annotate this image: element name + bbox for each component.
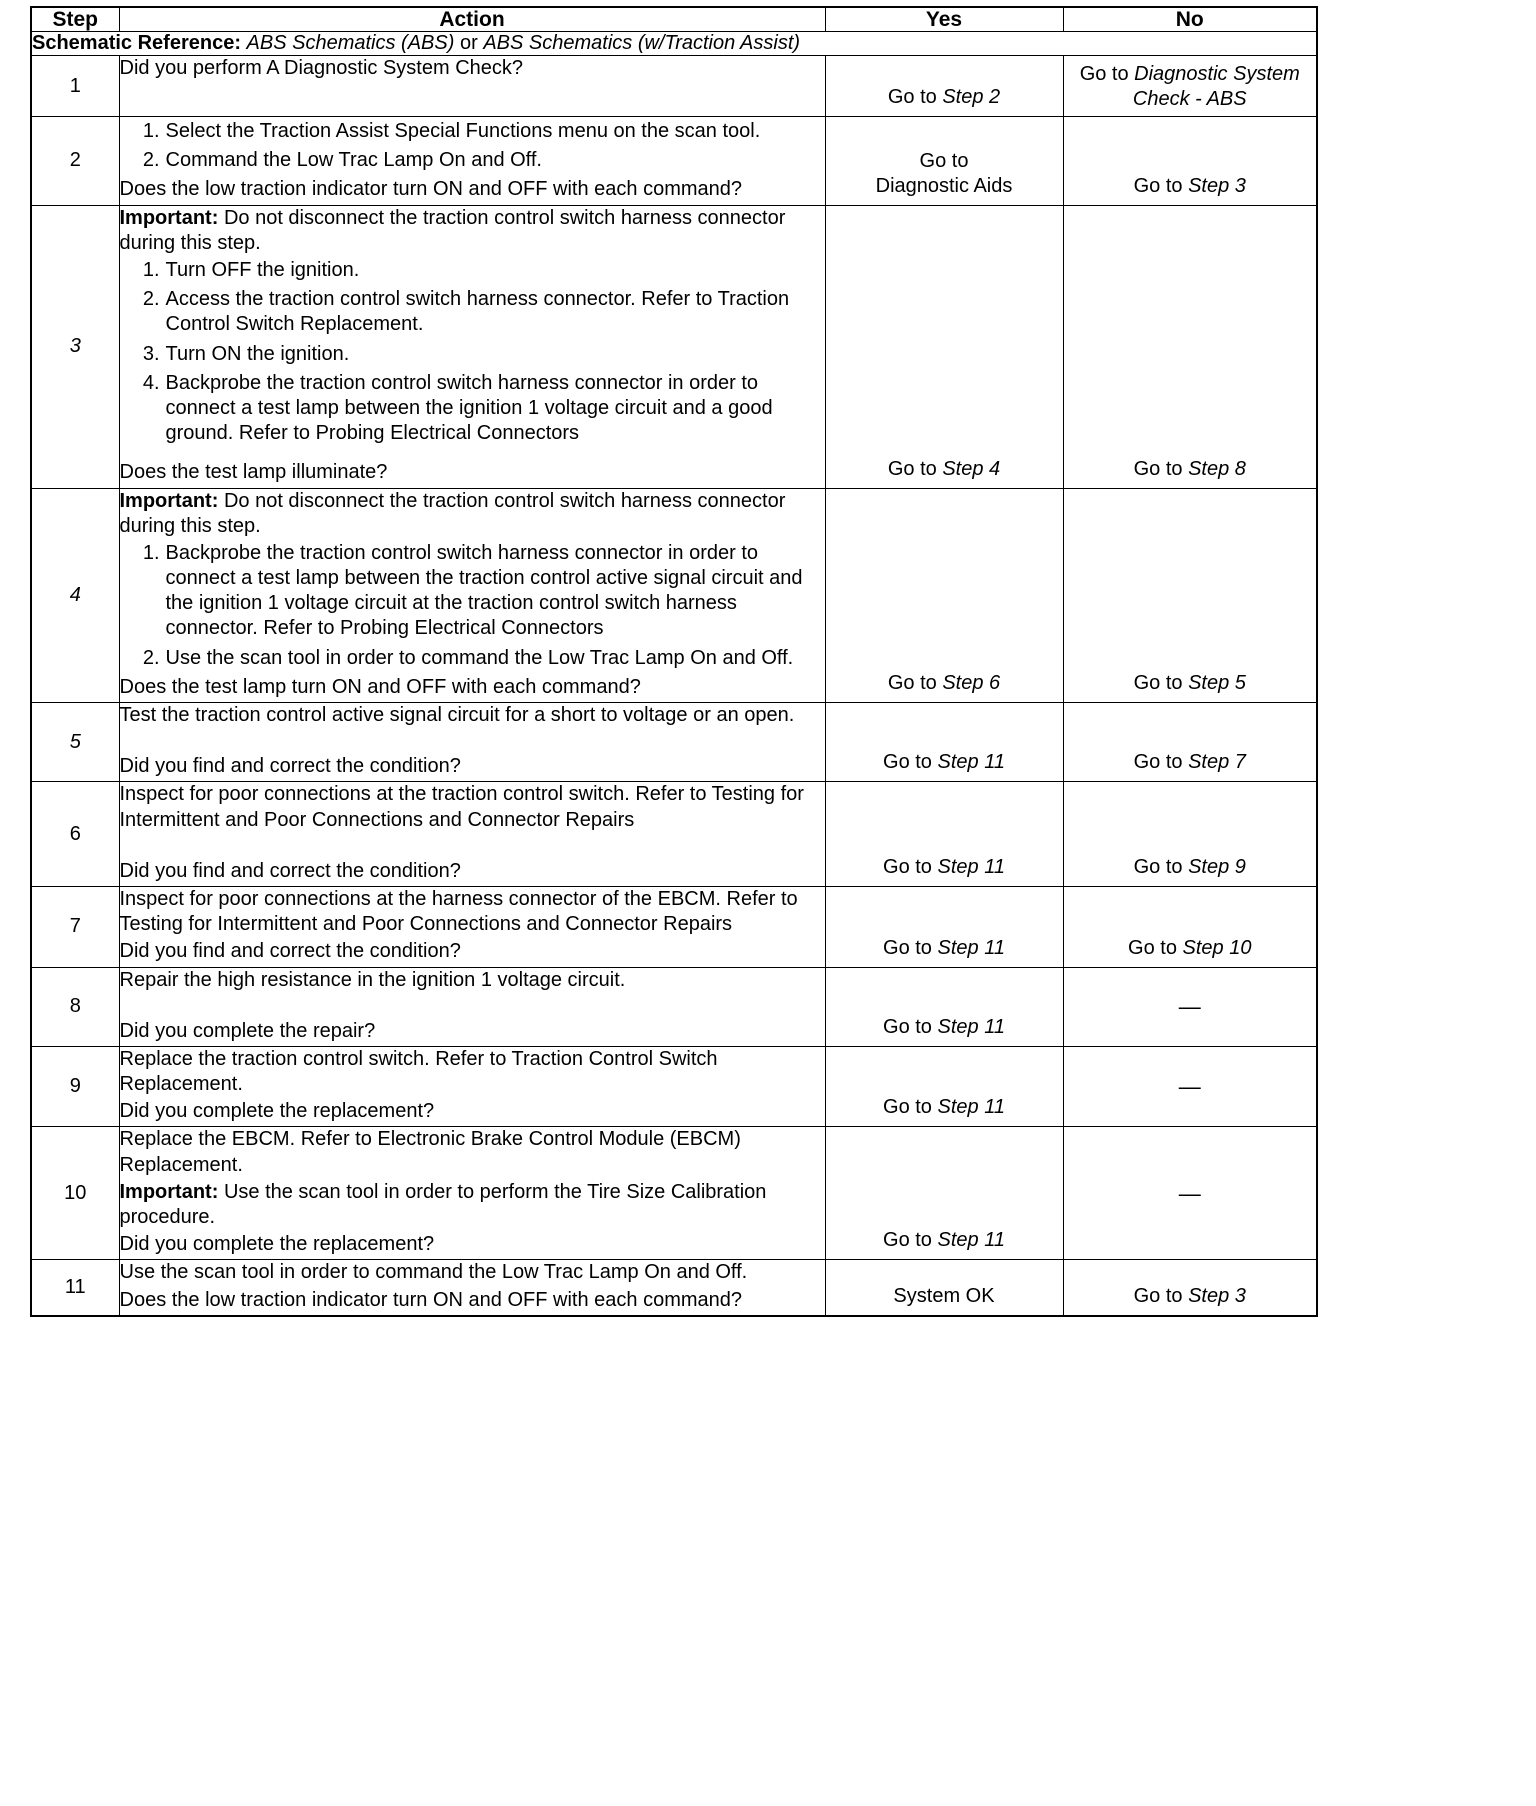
table-body xyxy=(31,32,1317,1316)
list-item: Access the traction control switch harness connector. Refer to Traction Control Switch Replacement. xyxy=(165,288,790,336)
yes-answer-italic: Step 6 xyxy=(942,672,1001,695)
column-header-step: Step xyxy=(31,7,119,32)
action-body: Replace the traction control switch. Refer to Traction Control Switch Replacement. xyxy=(119,1047,718,1096)
table-row xyxy=(31,886,1317,967)
no-cell xyxy=(1063,967,1317,1046)
table-row xyxy=(31,205,1317,488)
yes-cell xyxy=(825,703,1063,782)
action-cell xyxy=(119,56,825,117)
action-cell xyxy=(119,703,825,782)
important-note xyxy=(120,1180,825,1230)
yes-answer-plain: Go to xyxy=(887,457,943,480)
no-answer xyxy=(1064,174,1317,199)
no-cell xyxy=(1063,488,1317,703)
yes-answer-italic: Step 11 xyxy=(937,1096,1005,1119)
yes-cell xyxy=(825,886,1063,967)
yes-answer-plain: Go to xyxy=(887,672,943,695)
step-number-value: 9 xyxy=(69,1075,81,1098)
table-header xyxy=(31,7,1317,32)
action-cell xyxy=(119,1046,825,1127)
yes-cell xyxy=(825,117,1063,206)
yes-answer-plain: Go to xyxy=(883,855,938,878)
action-cell xyxy=(119,1127,825,1260)
yes-answer: System OK xyxy=(893,1284,995,1307)
table-row xyxy=(31,117,1317,206)
no-answer-italic: Step 9 xyxy=(1188,855,1246,878)
no-cell xyxy=(1063,703,1317,782)
step-number xyxy=(31,117,119,206)
table-row xyxy=(31,1046,1317,1127)
column-header-action: Action xyxy=(119,7,825,32)
yes-answer-plain: Go to xyxy=(883,936,938,959)
action-step-list xyxy=(120,541,825,671)
table-row xyxy=(31,703,1317,782)
action-cell xyxy=(119,205,825,488)
yes-answer-italic: Step 11 xyxy=(937,936,1005,959)
no-cell xyxy=(1063,205,1317,488)
action-question: Did you complete the repair? xyxy=(119,1019,376,1042)
yes-cell xyxy=(825,488,1063,703)
step-number-value: 7 xyxy=(69,915,81,938)
action-cell xyxy=(119,782,825,887)
column-header-yes: Yes xyxy=(825,7,1063,32)
step-number-value: 1 xyxy=(69,74,81,97)
no-cell xyxy=(1063,1046,1317,1127)
no-answer xyxy=(1064,62,1317,112)
no-cell xyxy=(1063,117,1317,206)
table-row xyxy=(31,488,1317,703)
yes-answer xyxy=(826,1095,1063,1120)
schematic-reference-row xyxy=(31,32,1317,56)
step-number xyxy=(31,703,119,782)
table-header-row xyxy=(31,7,1317,32)
important-text: Do not disconnect the traction control switch harness connector during this step. xyxy=(119,206,786,254)
no-answer xyxy=(1064,936,1317,961)
yes-cell xyxy=(825,205,1063,488)
table-row xyxy=(31,1127,1317,1260)
yes-cell xyxy=(825,1046,1063,1127)
action-cell xyxy=(119,886,825,967)
yes-answer xyxy=(826,457,1063,482)
action-question: Does the test lamp illuminate? xyxy=(119,461,388,484)
step-number-value: 3 xyxy=(69,335,81,358)
no-answer-italic: Step 8 xyxy=(1188,457,1246,480)
yes-answer xyxy=(826,855,1063,880)
schematic-reference-conjunction: or xyxy=(459,32,478,55)
no-answer xyxy=(1064,457,1317,482)
list-item: Command the Low Trac Lamp On and Off. xyxy=(165,149,542,172)
list-item: Backprobe the traction control switch harness connector in order to connect a test lamp between the traction control active signal circuit and the ignition 1 voltage circuit at the traction control switch harness connector. Refer to Probing Electrical Connectors xyxy=(165,541,803,640)
step-number xyxy=(31,967,119,1046)
schematic-reference-label: Schematic Reference: xyxy=(32,32,241,55)
step-number xyxy=(31,1260,119,1316)
yes-answer-italic: Step 11 xyxy=(937,1015,1005,1038)
yes-answer xyxy=(826,750,1063,775)
list-item: Use the scan tool in order to command the Low Trac Lamp On and Off. xyxy=(165,646,794,669)
step-number xyxy=(31,56,119,117)
action-question: Did you perform A Diagnostic System Check? xyxy=(119,57,524,80)
yes-answer-italic: Step 2 xyxy=(942,86,1001,109)
no-answer-plain: Go to xyxy=(1133,457,1189,480)
yes-answer-plain: Go to xyxy=(883,1015,938,1038)
list-item: Backprobe the traction control switch harness connector in order to connect a test lamp between the ignition 1 voltage circuit and a good ground. Refer to Probing Electrical Connectors xyxy=(165,371,773,445)
action-cell xyxy=(119,967,825,1046)
no-cell xyxy=(1063,782,1317,887)
no-cell xyxy=(1063,886,1317,967)
list-item: Turn OFF the ignition. xyxy=(165,259,360,282)
yes-cell xyxy=(825,967,1063,1046)
action-body: Inspect for poor connections at the traction control switch. Refer to Testing for Intermittent and Poor Connections and Connector Repairs xyxy=(119,783,804,831)
action-body: Replace the EBCM. Refer to Electronic Brake Control Module (EBCM) Replacement. xyxy=(119,1128,741,1176)
action-question: Did you find and correct the condition? xyxy=(119,859,461,882)
column-header-no: No xyxy=(1063,7,1317,32)
action-body: Inspect for poor connections at the harness connector of the EBCM. Refer to Testing for Intermittent and Poor Connections and Connector Repairs xyxy=(119,887,798,936)
yes-answer xyxy=(826,1228,1063,1253)
yes-answer-line1: Go to xyxy=(919,149,969,172)
yes-cell xyxy=(825,56,1063,117)
step-number xyxy=(31,886,119,967)
action-cell xyxy=(119,1260,825,1316)
step-number-value: 4 xyxy=(69,583,81,606)
action-cell xyxy=(119,117,825,206)
no-answer-italic: Step 3 xyxy=(1188,1284,1246,1307)
no-answer-plain: Go to xyxy=(1133,672,1189,695)
schematic-reference-cell xyxy=(31,32,1317,56)
no-answer-plain: Go to xyxy=(1133,174,1189,197)
step-number-value: 10 xyxy=(64,1181,87,1204)
no-answer xyxy=(1064,750,1317,775)
action-question: Does the test lamp turn ON and OFF with each command? xyxy=(119,675,641,698)
no-answer-italic: Step 3 xyxy=(1188,174,1246,197)
no-answer-italic: Step 5 xyxy=(1188,672,1246,695)
no-cell xyxy=(1063,56,1317,117)
no-cell xyxy=(1063,1127,1317,1260)
no-answer-plain: Go to xyxy=(1133,855,1189,878)
yes-cell xyxy=(825,1127,1063,1260)
important-label: Important: xyxy=(119,206,219,229)
table-row xyxy=(31,1260,1317,1316)
action-body: Test the traction control active signal circuit for a short to voltage or an open. xyxy=(119,704,795,727)
step-number-value: 5 xyxy=(69,730,81,753)
no-answer-italic: Diagnostic System Check - ABS xyxy=(1132,63,1300,111)
no-answer-dash: — xyxy=(1178,1180,1201,1206)
important-note xyxy=(120,489,825,539)
yes-answer xyxy=(826,1015,1063,1040)
action-cell xyxy=(119,488,825,703)
list-item: Turn ON the ignition. xyxy=(165,342,350,365)
action-step-list xyxy=(120,258,825,446)
table-row xyxy=(31,56,1317,117)
table-row xyxy=(31,782,1317,887)
yes-answer-italic: Step 11 xyxy=(937,751,1005,774)
yes-answer-plain: Go to xyxy=(883,751,938,774)
no-answer xyxy=(1064,671,1317,696)
yes-cell xyxy=(825,782,1063,887)
no-cell xyxy=(1063,1260,1317,1316)
important-note xyxy=(120,206,825,256)
action-question: Did you find and correct the condition? xyxy=(119,940,461,963)
no-answer xyxy=(1064,855,1317,880)
important-label: Important: xyxy=(119,489,219,512)
action-body: Use the scan tool in order to command the Low Trac Lamp On and Off. xyxy=(119,1261,748,1284)
step-number xyxy=(31,1046,119,1127)
no-answer xyxy=(1064,1284,1317,1309)
yes-answer-italic: Step 11 xyxy=(937,855,1005,878)
table-row xyxy=(31,967,1317,1046)
no-answer-plain: Go to xyxy=(1133,1284,1189,1307)
yes-answer xyxy=(826,85,1063,110)
no-answer-italic: Step 10 xyxy=(1182,936,1252,959)
yes-answer-line2: Diagnostic Aids xyxy=(875,174,1013,197)
action-question: Did you find and correct the condition? xyxy=(119,755,461,778)
yes-answer xyxy=(826,671,1063,696)
no-answer-dash: — xyxy=(1178,993,1201,1019)
no-answer-plain: Go to xyxy=(1128,936,1183,959)
step-number xyxy=(31,488,119,703)
yes-answer-plain: Go to xyxy=(887,86,943,109)
action-body: Repair the high resistance in the ignition 1 voltage circuit. xyxy=(119,968,626,991)
yes-cell xyxy=(825,1260,1063,1316)
step-number-value: 2 xyxy=(69,149,81,172)
no-answer-italic: Step 7 xyxy=(1188,751,1246,774)
important-text: Do not disconnect the traction control switch harness connector during this step. xyxy=(119,489,786,537)
step-number xyxy=(31,1127,119,1260)
yes-answer-italic: Step 4 xyxy=(942,457,1001,480)
step-number xyxy=(31,205,119,488)
no-answer-dash: — xyxy=(1178,1073,1201,1099)
schematic-reference-text-2: ABS Schematics (w/Traction Assist) xyxy=(483,32,801,55)
no-answer-plain: Go to xyxy=(1133,751,1189,774)
action-question: Does the low traction indicator turn ON and OFF with each command? xyxy=(119,178,742,201)
step-number-value: 11 xyxy=(64,1276,86,1299)
action-question: Did you complete the replacement? xyxy=(119,1100,435,1123)
important-label: Important: xyxy=(119,1180,219,1203)
schematic-reference-text-1: ABS Schematics (ABS) xyxy=(246,32,455,55)
action-step-list xyxy=(120,119,825,173)
yes-answer-plain: Go to xyxy=(883,1229,938,1252)
no-answer-plain: Go to xyxy=(1079,63,1135,86)
diagnostic-procedure-table xyxy=(30,6,1318,1317)
yes-answer-italic: Step 11 xyxy=(937,1229,1005,1252)
yes-answer-plain: Go to xyxy=(883,1096,938,1119)
step-number-value: 6 xyxy=(69,822,81,845)
important-text: Use the scan tool in order to perform the Tire Size Calibration procedure. xyxy=(119,1180,767,1229)
action-question: Did you complete the replacement? xyxy=(119,1233,435,1256)
step-number xyxy=(31,782,119,887)
action-question: Does the low traction indicator turn ON and OFF with each command? xyxy=(119,1288,742,1311)
yes-answer xyxy=(826,936,1063,961)
step-number-value: 8 xyxy=(69,995,81,1018)
list-item: Select the Traction Assist Special Functions menu on the scan tool. xyxy=(165,120,761,143)
